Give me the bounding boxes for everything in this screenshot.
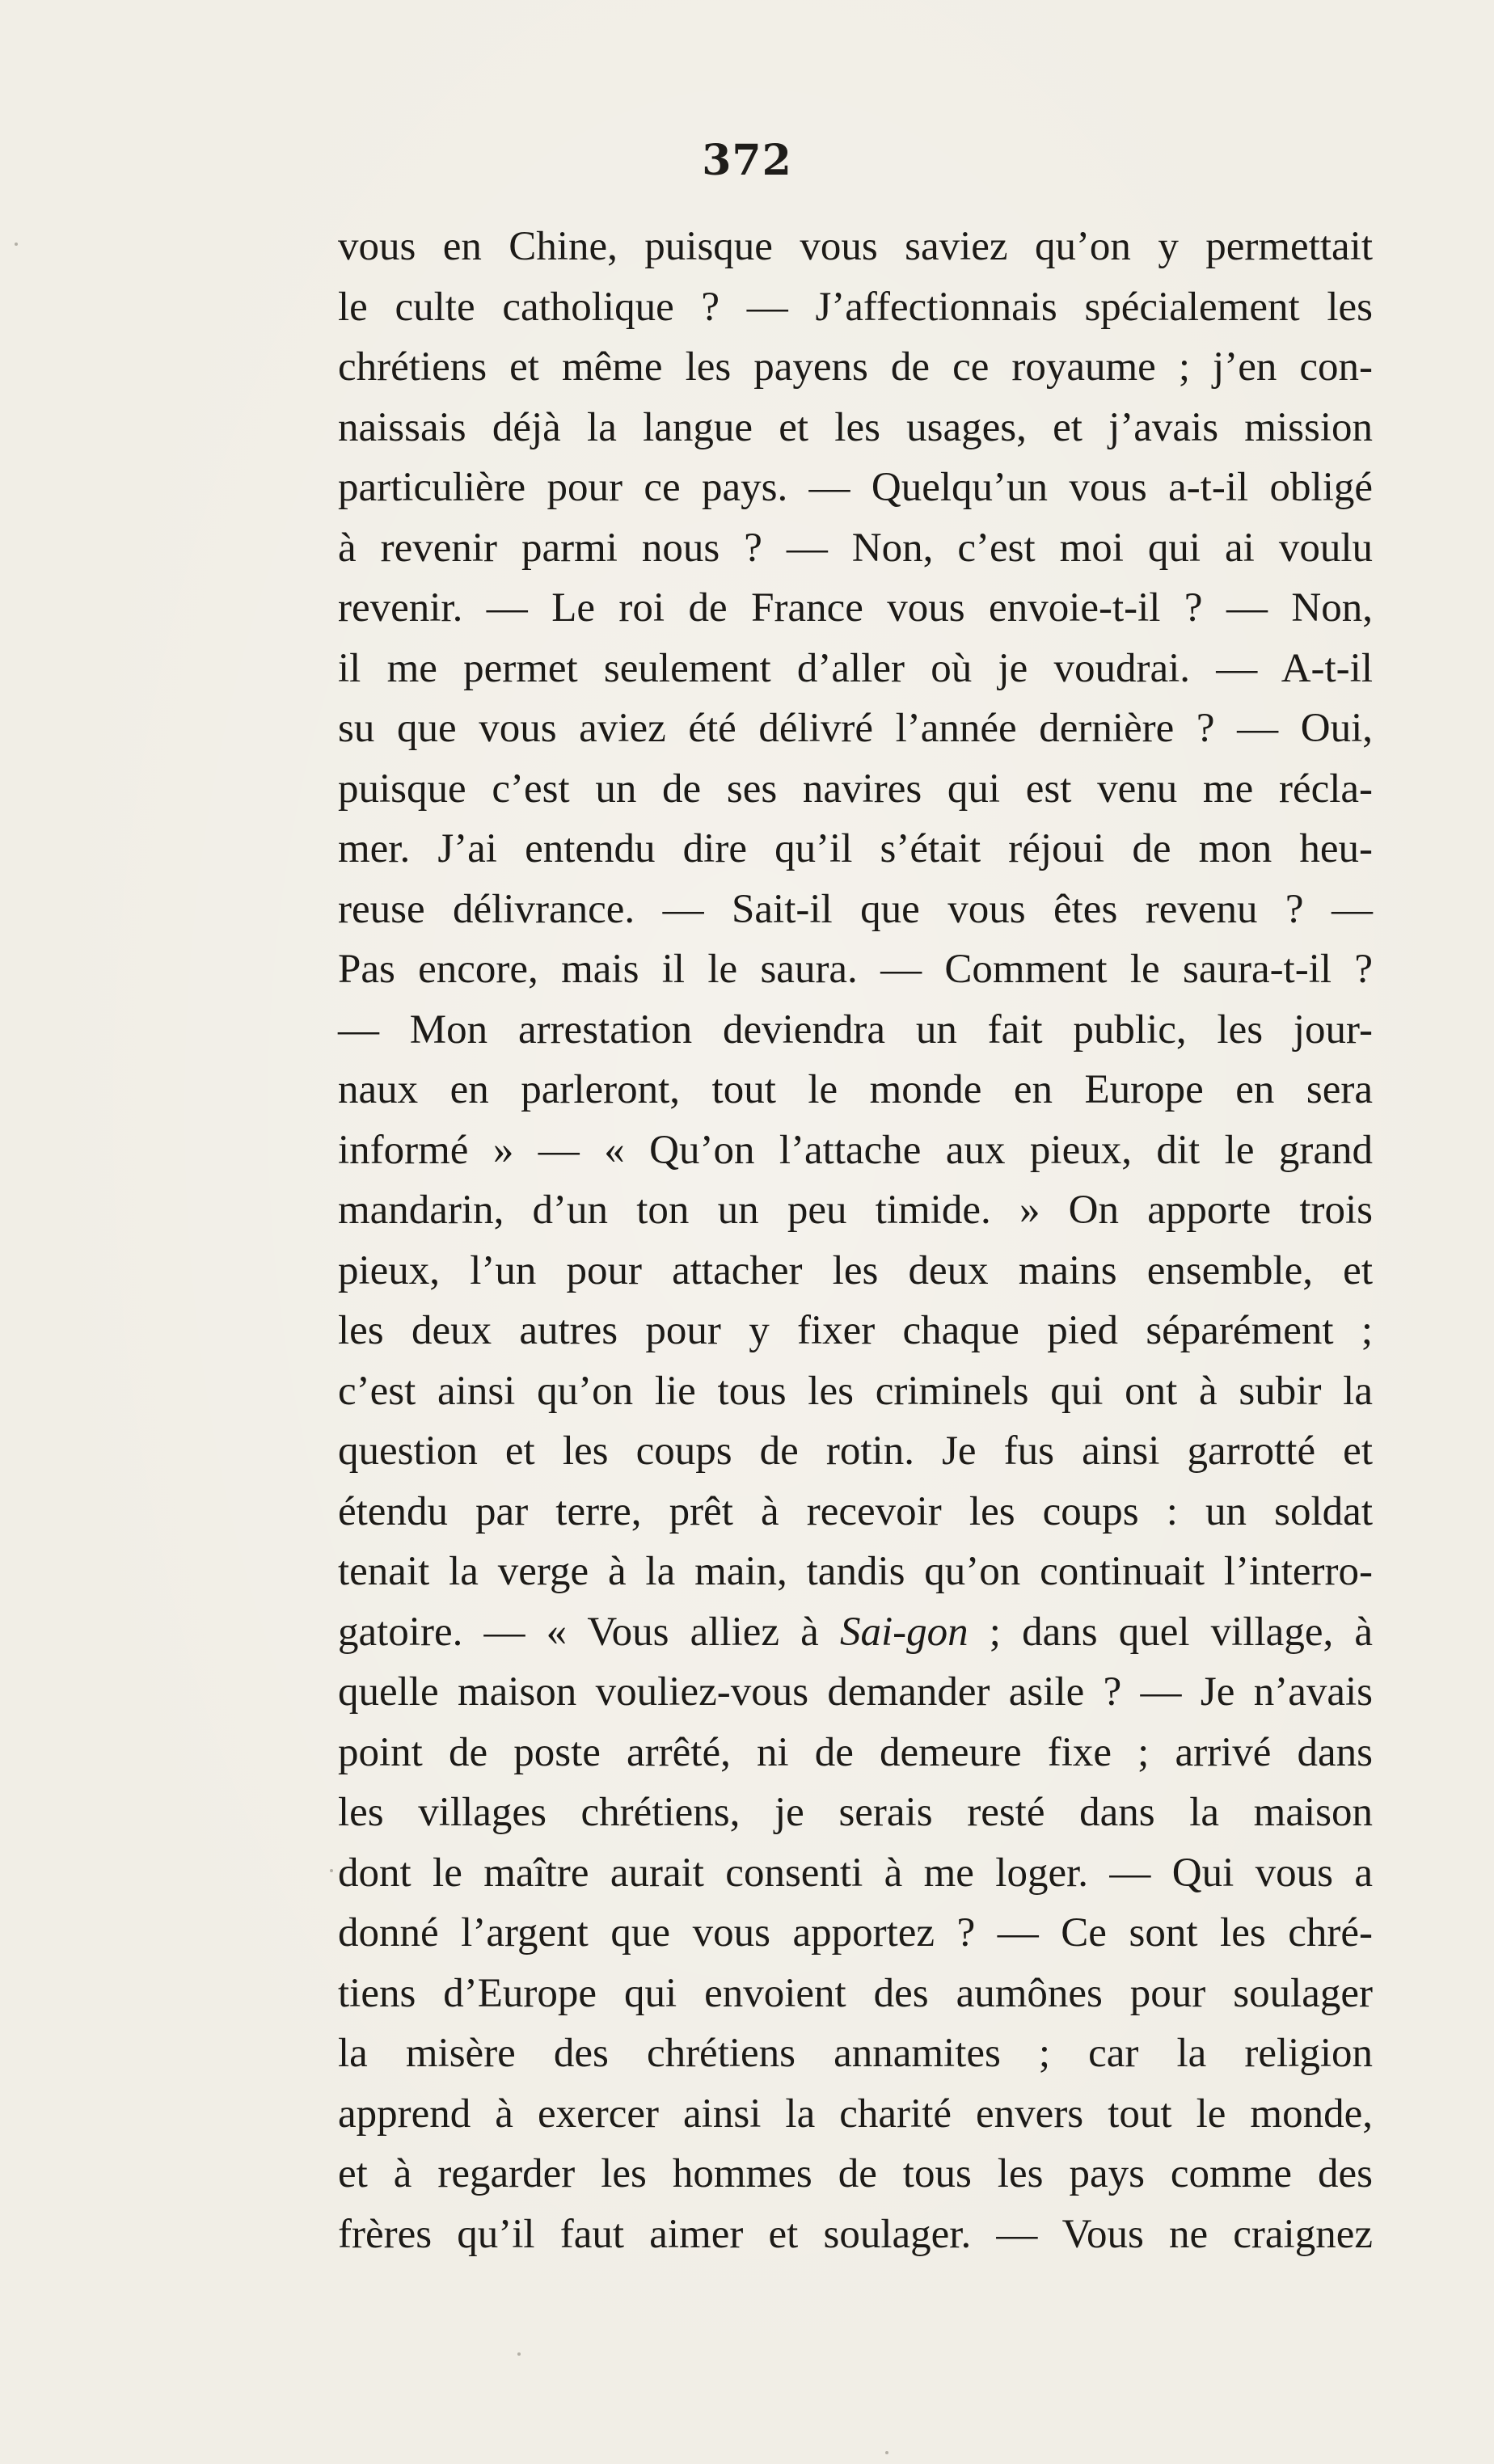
text-line: le culte catholique ? — J’affectionnais spécialement les bbox=[338, 284, 1373, 330]
text-line: point de poste arrêté, ni de demeure fixe ; arrivé dans bbox=[338, 1729, 1373, 1775]
text-line: les villages chrétiens, je serais resté dans la maison bbox=[338, 1790, 1373, 1835]
text-line: su que vous aviez été délivré l’année dernière ? — Oui, bbox=[338, 706, 1373, 751]
paper-speck bbox=[15, 243, 18, 246]
text-line: dont le maître aurait consenti à me loger. — Qui vous a bbox=[338, 1850, 1373, 1896]
text-line: naux en parleront, tout le monde en Europe en sera bbox=[338, 1067, 1373, 1112]
text-line: mandarin, d’un ton un peu timide. » On apporte trois bbox=[338, 1188, 1373, 1233]
text-line: Pas encore, mais il le saura. — Comment le saura-t-il ? bbox=[338, 947, 1373, 992]
text-line: puisque c’est un de ses navires qui est venu me récla- bbox=[338, 766, 1373, 812]
text-line: mer. J’ai entendu dire qu’il s’était réjoui de mon heu- bbox=[338, 826, 1373, 871]
text-line: question et les coups de rotin. Je fus ainsi garrotté et bbox=[338, 1428, 1373, 1474]
text-line: — Mon arrestation deviendra un fait public, les jour- bbox=[338, 1006, 1373, 1053]
text-line-with-italic bbox=[338, 1602, 1373, 1663]
text-line: il me permet seulement d’aller où je voudrai. — A-t-il bbox=[338, 645, 1373, 691]
paper-speck bbox=[517, 2352, 521, 2356]
page-number: 372 bbox=[702, 136, 792, 185]
text-line: informé » — « Qu’on l’attache aux pieux, dit le grand bbox=[338, 1127, 1373, 1173]
paper-speck bbox=[330, 1869, 333, 1872]
text-line: vous en Chine, puisque vous saviez qu’on y permettait bbox=[338, 224, 1373, 269]
text-line: quelle maison vouliez-vous demander asile ? — Je n’avais bbox=[338, 1669, 1373, 1715]
body-text bbox=[338, 217, 1373, 2264]
text-line: les deux autres pour y fixer chaque pied séparément ; bbox=[338, 1308, 1373, 1353]
text-line: chrétiens et même les payens de ce royaume ; j’en con- bbox=[338, 344, 1373, 390]
text-line: étendu par terre, prêt à recevoir les coups : un soldat bbox=[338, 1488, 1373, 1534]
text-line: tiens d’Europe qui envoient des aumônes pour soulager bbox=[338, 1970, 1373, 2016]
text-line: particulière pour ce pays. — Quelqu’un vous a-t-il obligé bbox=[338, 465, 1373, 510]
text-line: tenait la verge à la main, tandis qu’on continuait l’interro- bbox=[338, 1549, 1373, 1594]
text-segment: ; dans quel village, à bbox=[968, 1609, 1373, 1655]
text-line: et à regarder les hommes de tous les pays comme des bbox=[338, 2151, 1373, 2196]
text-line: c’est ainsi qu’on lie tous les criminels qui ont à subir la bbox=[338, 1368, 1373, 1414]
text-line: naissais déjà la langue et les usages, et j’avais mission bbox=[338, 404, 1373, 450]
text-line: reuse délivrance. — Sait-il que vous êtes revenu ? — bbox=[338, 886, 1373, 932]
text-line: apprend à exercer ainsi la charité envers tout le monde, bbox=[338, 2091, 1373, 2137]
place-name-italic: Sai-gon bbox=[839, 1609, 969, 1655]
text-line: pieux, l’un pour attacher les deux mains ensemble, et bbox=[338, 1247, 1373, 1293]
text-line: donné l’argent que vous apportez ? — Ce sont les chré- bbox=[338, 1910, 1373, 1956]
text-line: frères qu’il faut aimer et soulager. — Vous ne craignez bbox=[338, 2211, 1373, 2257]
text-segment: gatoire. — « Vous alliez à bbox=[338, 1609, 840, 1655]
text-line: à revenir parmi nous ? — Non, c’est moi qui ai voulu bbox=[338, 525, 1373, 571]
text-line: revenir. — Le roi de France vous envoie-t-il ? — Non, bbox=[338, 585, 1373, 631]
text-line: la misère des chrétiens annamites ; car la religion bbox=[338, 2031, 1373, 2076]
paper-speck bbox=[885, 2451, 888, 2454]
